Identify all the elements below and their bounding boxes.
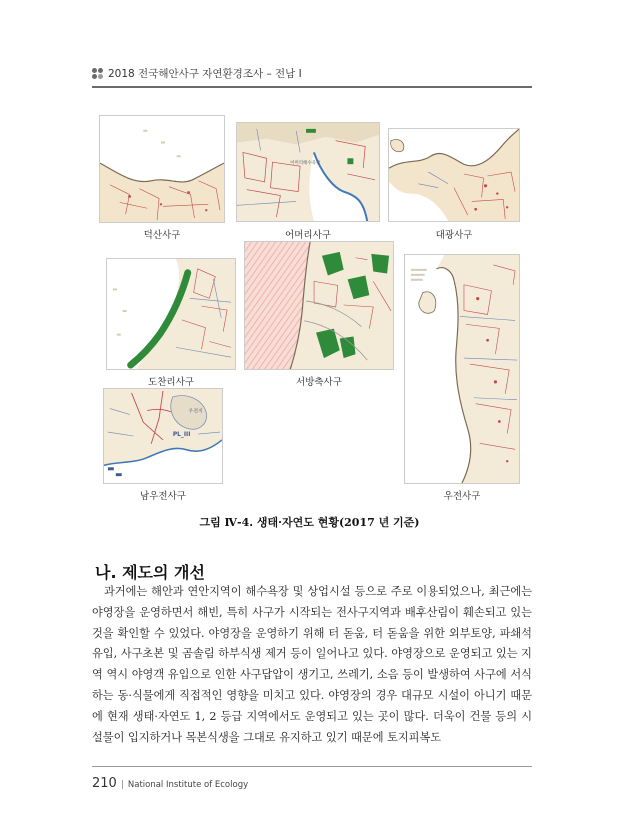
running-header xyxy=(92,66,532,82)
footer-organization: National Institute of Ecology xyxy=(127,780,249,790)
map-label-ujeon: 우전사구 xyxy=(443,491,481,502)
figure-caption: 그림 Ⅳ-4. 생태·자연도 현황(2017 년 기준) xyxy=(199,516,420,529)
header-title: 2018 전국해안사구 자연환경조사 – 전남 I xyxy=(108,68,302,80)
section-title: 나. 제도의 개선 xyxy=(95,563,205,582)
header-rule xyxy=(92,86,532,88)
map-label-eomeori: 어머리사구 xyxy=(285,230,331,241)
header-dots-icon xyxy=(92,68,104,80)
footer-rule xyxy=(92,766,532,767)
map-label-seobangchuk: 서방축사구 xyxy=(296,377,342,388)
map-namujeon xyxy=(103,388,223,484)
map-label-namujeon: 남우전사구 xyxy=(140,491,186,502)
page-footer xyxy=(92,772,248,791)
map-label-eomeori-place: 어머리해수욕장 xyxy=(290,161,321,167)
body-text xyxy=(92,582,532,748)
map-dochanri xyxy=(106,258,236,370)
page-number: 210 xyxy=(92,776,117,791)
map-label-namujeon-place: 우전지 xyxy=(188,408,203,415)
map-label-daegwang: 대광사구 xyxy=(435,230,473,241)
map-label-deoksan: 덕산사구 xyxy=(143,230,181,241)
body-paragraph: 과거에는 해안과 연안지역이 해수욕장 및 상업시설 등으로 주로 이용되었으나, 최근에는 야영장을 운영하면서 해빈, 특히 사구가 시작되는 전사구지역과 배후산림이 훼손되고 있는 것을 확인할 수 있었다. 야영장을 운영하기 위해 터 돋움, 터 돋움을 위한 외부토양, 파쇄석 유입, 사구초본 및 곰솔림 하부식생 제거 등이 일어나고 있다. 야영장으로 운영되고 있는 지역 역시 야영객 유입으로 인한 사구답압이 생기고, 쓰레기, 소음 등이 발생하여 사구에 서식하는 동·식물에게 직접적인 영향을 미치고 있다. 야영장의 경우 대규모 시설이 아니기 때문에 현재 생태·자연도 1, 2 등급 지역에서도 운영되고 있는 곳이 많다. 더욱이 건물 등의 시설물이 입지하거나 목본식생을 그대로 유지하고 있기 때문에 토지피복도 xyxy=(92,585,532,744)
map-daegwang xyxy=(388,128,520,222)
map-eomeori xyxy=(236,122,380,222)
map-deoksan xyxy=(99,115,225,223)
map-label-namujeon-grade: PL_III xyxy=(172,432,191,438)
map-ujeon xyxy=(404,254,520,484)
map-seobangchuk xyxy=(244,241,394,370)
footer-separator: | xyxy=(120,780,124,790)
map-label-dochanri: 도찬리사구 xyxy=(148,377,194,388)
